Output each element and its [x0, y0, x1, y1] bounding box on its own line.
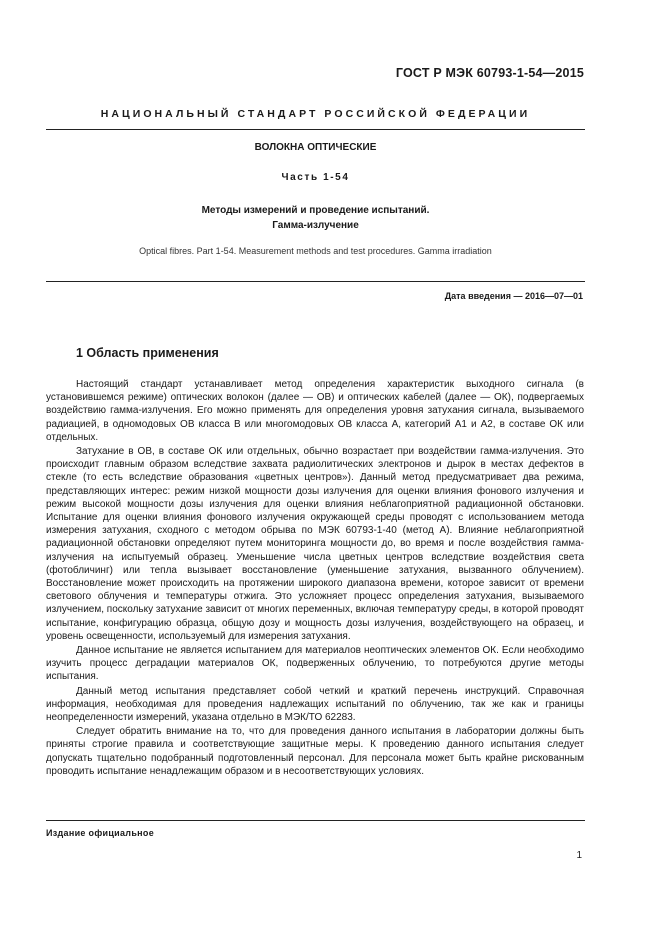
paragraph: Следует обратить внимание на то, что для проведения данного испытания в лаборатории должны быть приняты строгие правила и соответствующие защитные меры. К проведению данного испытания следует допускать тщательно подобранный подготовленный персонал. Для персонала может быть крайне рискованным проводить испытание ненадлежащим образом и в несоответствующих условиях. — [46, 726, 584, 777]
page-number: 1 — [576, 850, 582, 861]
paragraph: Данный метод испытания представляет собой четкий и краткий перечень инструкций. Справочная информация, необходимая для проведения надлежащих испытаний по облучению, так же как и границы неопределенности измерений, указана отдельно в МЭК/ТО 62283. — [46, 685, 584, 724]
title-divider — [46, 281, 585, 282]
document-subtitle — [46, 203, 585, 233]
section-body — [46, 378, 584, 779]
subtitle-line-2: Гамма-излучение — [272, 220, 359, 231]
document-part: Часть 1-54 — [281, 172, 350, 183]
edition-note: Издание официальное — [46, 828, 155, 838]
date-of-introduction: Дата введения — 2016—07—01 — [444, 291, 583, 301]
national-standard-banner: НАЦИОНАЛЬНЫЙ СТАНДАРТ РОССИЙСКОЙ ФЕДЕРАЦИИ — [100, 108, 531, 120]
section-heading: 1 Область применения — [76, 346, 219, 360]
document-title: ВОЛОКНА ОПТИЧЕСКИЕ — [254, 142, 377, 153]
footer-divider — [46, 820, 585, 821]
paragraph: Настоящий стандарт устанавливает метод определения характеристик выходного сигнала (в установившемся режиме) оптических волокон (далее — ОВ) и оптических кабелей (далее — ОК), подвергаемых воздействию гамма-излучения. Его можно применять для определения уровня затухания сигнала, вызываемого радиацией, в одномодовых ОВ класса В или многомодовых ОВ класса А, категорий А1 и А2, в составе ОК или отдельных. — [46, 379, 584, 443]
paragraph: Данное испытание не является испытанием для материалов неоптических элементов ОК. Если необходимо изучить процесс деградации материалов ОК, подверженных облучению, то потребуются другие методы испытания. — [46, 645, 584, 683]
header-divider — [46, 129, 585, 130]
paragraph: Затухание в ОВ, в составе ОК или отдельных, обычно возрастает при воздействии гамма-излучения. Это происходит главным образом вследствие захвата радиолитических электронов и дырок в местах дефектов в стекле (то есть вследствие образования «цветных центров»). Данный метод предусматривает два режима, представляющих интерес: режим низкой мощности дозы излучения для оценки влияния фонового излучения и режим высокой мощности дозы излучения для оценки влияния неблагоприятной радиационной обстановки. Испытание для оценки влияния фонового излучения окружающей среды проводят с использованием метода измерения затухания, сходного с методом обрыва по МЭК 60793-1-40 (метод А). Влияние неблагоприятной радиационной обстановки определяют путем мониторинга мощности до, во время и после воздействия гамма-излучения на испытуемый образец. Уменьшение числа цветных центров вследствие воздействия света (фотобличинг) или тепла вызывает восстановление (уменьшение затухания, вызванного облучением). Восстановление может происходить на протяжении широкого диапазона времени, которое зависит от времени светового облучения и температуры отжига. Это усложняет процесс определения затухания, вызываемого излучением, поскольку затухание зависит от многих переменных, включая температуру среды, в которой проводят испытание, конфигурацию образца, общую дозу и мощность дозы излучения, воздействующего на образец, и уровень освещенности, используемый для измерения затухания. — [46, 446, 584, 642]
english-title: Optical fibres. Part 1-54. Measurement methods and test procedures. Gamma irradiation — [139, 246, 492, 256]
subtitle-line-1: Методы измерений и проведение испытаний. — [201, 205, 430, 216]
standard-number: ГОСТ Р МЭК 60793-1-54—2015 — [395, 66, 584, 80]
